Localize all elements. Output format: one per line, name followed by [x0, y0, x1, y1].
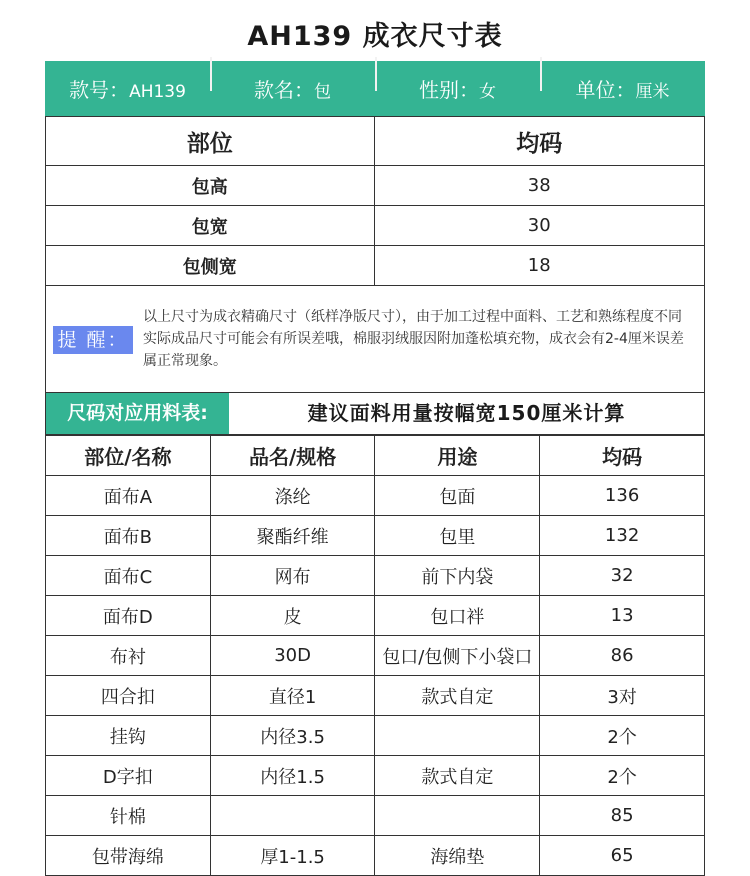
spec-cell: 直径1 [210, 676, 375, 716]
part-name-cell: 四合扣 [46, 676, 211, 716]
table-row [46, 206, 705, 246]
table-header-row [46, 117, 705, 166]
amount-cell: 65 [540, 836, 705, 876]
amount-cell: 85 [540, 796, 705, 836]
spec-cell [210, 796, 375, 836]
materials-table [45, 435, 705, 876]
table-row [46, 796, 705, 836]
style-name-label: 款名： [254, 78, 314, 102]
usage-cell: 海绵垫 [375, 836, 540, 876]
value-cell: 30 [374, 206, 705, 246]
column-header: 均码 [374, 117, 705, 166]
amount-cell: 2个 [540, 756, 705, 796]
measurement-table [45, 116, 705, 286]
reminder-badge: 提 醒： [53, 326, 133, 354]
usage-cell: 前下内袋 [375, 556, 540, 596]
part-cell: 包高 [46, 166, 375, 206]
part-name-cell: 面布D [46, 596, 211, 636]
table-row [46, 166, 705, 206]
usage-cell [375, 716, 540, 756]
part-cell: 包侧宽 [46, 246, 375, 286]
style-number-label: 款号： [69, 78, 130, 102]
amount-cell: 13 [540, 596, 705, 636]
amount-cell: 136 [540, 476, 705, 516]
info-bar [45, 61, 705, 116]
table-row [46, 756, 705, 796]
table-row [46, 716, 705, 756]
amount-cell: 3对 [540, 676, 705, 716]
spec-cell: 网布 [210, 556, 375, 596]
spec-cell: 内径1.5 [210, 756, 375, 796]
spec-cell: 聚酯纤维 [210, 516, 375, 556]
reminder-box [45, 282, 705, 393]
part-name-cell: D字扣 [46, 756, 211, 796]
column-header: 均码 [540, 436, 705, 476]
usage-cell: 包面 [375, 476, 540, 516]
table-row [46, 676, 705, 716]
gender-value: 女 [479, 82, 496, 102]
table-row [46, 556, 705, 596]
table-header-row [46, 436, 705, 476]
fabric-badge: 尺码对应用料表: [46, 393, 229, 434]
usage-cell: 包口/包侧下小袋口 [375, 636, 540, 676]
part-name-cell: 布衬 [46, 636, 211, 676]
usage-cell: 款式自定 [375, 756, 540, 796]
table-row [46, 476, 705, 516]
unit-label: 单位： [575, 78, 636, 102]
column-header: 用途 [375, 436, 540, 476]
table-row [46, 516, 705, 556]
style-name-value: 包 [314, 82, 331, 102]
table-row [46, 836, 705, 876]
unit-value: 厘米 [635, 82, 670, 102]
part-name-cell: 面布A [46, 476, 211, 516]
value-cell: 18 [374, 246, 705, 286]
style-name-cell [210, 74, 375, 103]
usage-cell: 包里 [375, 516, 540, 556]
usage-cell: 款式自定 [375, 676, 540, 716]
usage-cell [375, 796, 540, 836]
part-name-cell: 面布B [46, 516, 211, 556]
reminder-text: 以上尺寸为成衣精确尺寸（纸样净版尺寸），由于加工过程中面料、工艺和熟练程度不同实际成品尺寸可能会有所误差哦，棉服羽绒服因附加蓬松填充物，成衣会有2-4厘米误差属正常现象。 [143, 309, 684, 369]
amount-cell: 2个 [540, 716, 705, 756]
gender-label: 性别： [419, 78, 479, 102]
column-header: 部位 [46, 117, 375, 166]
table-row [46, 596, 705, 636]
usage-cell: 包口袢 [375, 596, 540, 636]
part-cell: 包宽 [46, 206, 375, 246]
spec-cell: 厚1-1.5 [210, 836, 375, 876]
part-name-cell: 面布C [46, 556, 211, 596]
page-title: AH139 成衣尺寸表 [247, 21, 503, 52]
column-header: 品名/规格 [210, 436, 375, 476]
part-name-cell: 包带海绵 [46, 836, 211, 876]
spec-cell: 内径3.5 [210, 716, 375, 756]
table-row [46, 246, 705, 286]
fabric-note: 建议面料用量按幅宽150厘米计算 [307, 401, 626, 425]
spec-cell: 皮 [210, 596, 375, 636]
unit-cell [540, 74, 705, 103]
column-header: 部位/名称 [46, 436, 211, 476]
table-row [46, 636, 705, 676]
spec-cell: 30D [210, 636, 375, 676]
style-number-value: AH139 [129, 82, 186, 102]
gender-cell [375, 74, 540, 103]
value-cell: 38 [374, 166, 705, 206]
spec-cell: 涤纶 [210, 476, 375, 516]
style-number-cell [45, 74, 210, 103]
amount-cell: 132 [540, 516, 705, 556]
amount-cell: 86 [540, 636, 705, 676]
fabric-header [45, 393, 705, 435]
amount-cell: 32 [540, 556, 705, 596]
part-name-cell: 针棉 [46, 796, 211, 836]
part-name-cell: 挂钩 [46, 716, 211, 756]
